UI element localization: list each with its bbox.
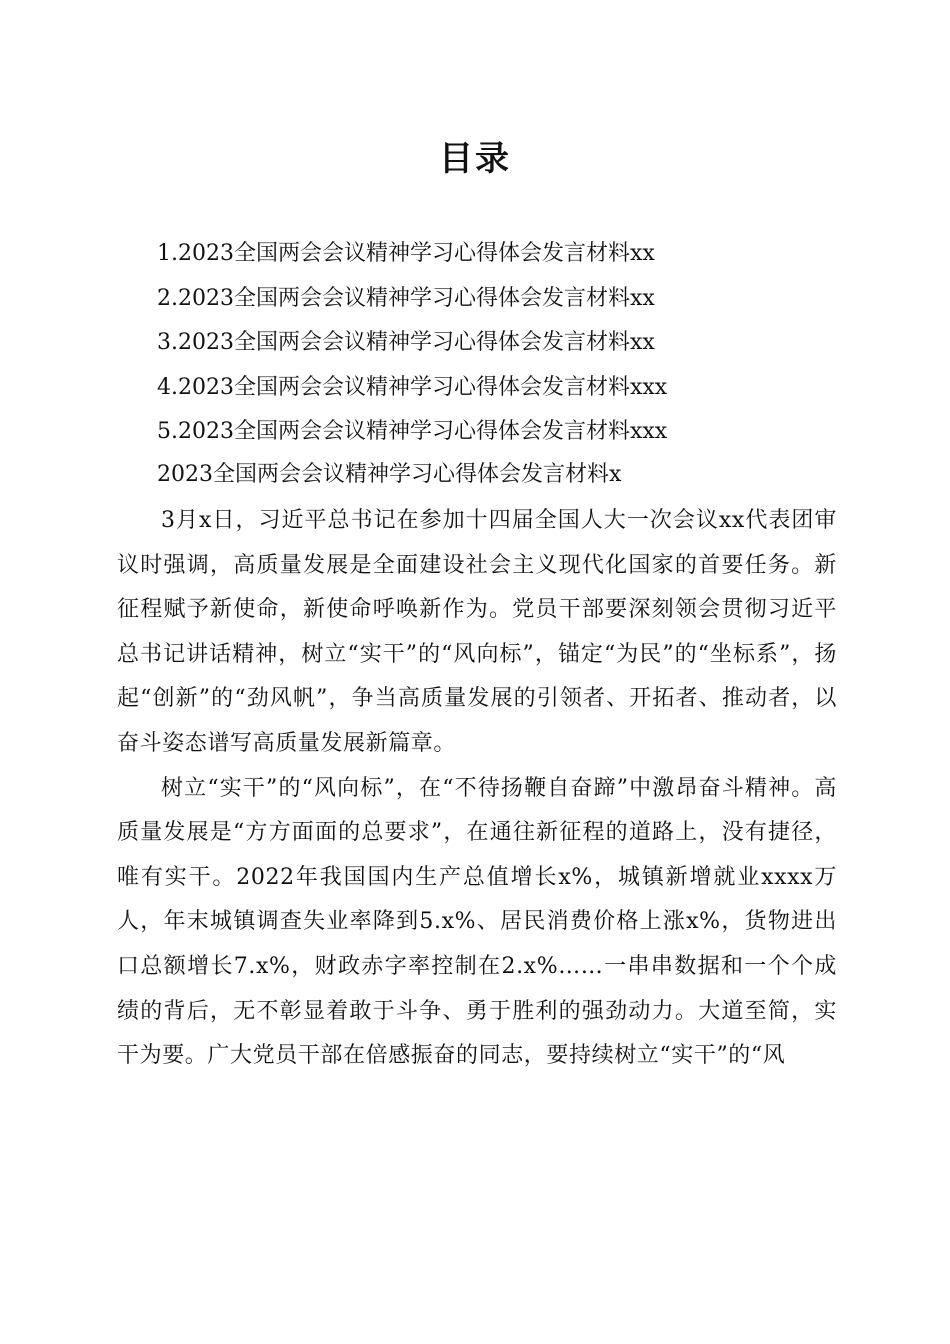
toc-item: 2.2023全国两会会议精神学习心得体会发言材料xx [157,285,655,311]
article-title: 2023全国两会会议精神学习心得体会发言材料x [157,462,622,487]
article-body [117,499,837,1079]
paragraph: 3月x日，习近平总书记在参加十四届全国人大一次会议xx代表团审议时强调，高质量发展是全面建设社会主义现代化国家的首要任务。新征程赋予新使命，新使命呼唤新作为。党员干部要深刻领会贯彻习近平总书记讲话精神，树立“实干”的“风向标”，锚定“为民”的“坐标系”，扬起“创新”的“劲风帆”，争当高质量发展的引领者、开拓者、推动者，以奋斗姿态谱写高质量发展新篇章。 [117,508,837,756]
table-of-contents [157,232,857,455]
paragraph: 树立“实干”的“风向标”，在“不待扬鞭自奋蹄”中激昂奋斗精神。高质量发展是“方方面面的总要求”，在通往新征程的道路上，没有捷径，唯有实干。2022年我国国内生产总值增长x%，城镇新增就业xxxx万人，年末城镇调查失业率降到5.x%、居民消费价格上涨x%，货物进出口总额增长7.x%，财政赤字率控制在2.x%……一串串数据和一个个成绩的背后，无不彰显着敢于斗争、勇于胜利的强劲动力。大道至简，实干为要。广大党员干部在倍感振奋的同志，要持续树立“实干”的“风 [117,775,837,1069]
toc-item: 4.2023全国两会会议精神学习心得体会发言材料xxx [157,374,668,400]
toc-item: 1.2023全国两会会议精神学习心得体会发言材料xx [157,241,655,266]
page-title: 目录 [439,139,511,179]
toc-item: 3.2023全国两会会议精神学习心得体会发言材料xx [157,330,655,356]
toc-item: 5.2023全国两会会议精神学习心得体会发言材料xxx [157,419,668,445]
